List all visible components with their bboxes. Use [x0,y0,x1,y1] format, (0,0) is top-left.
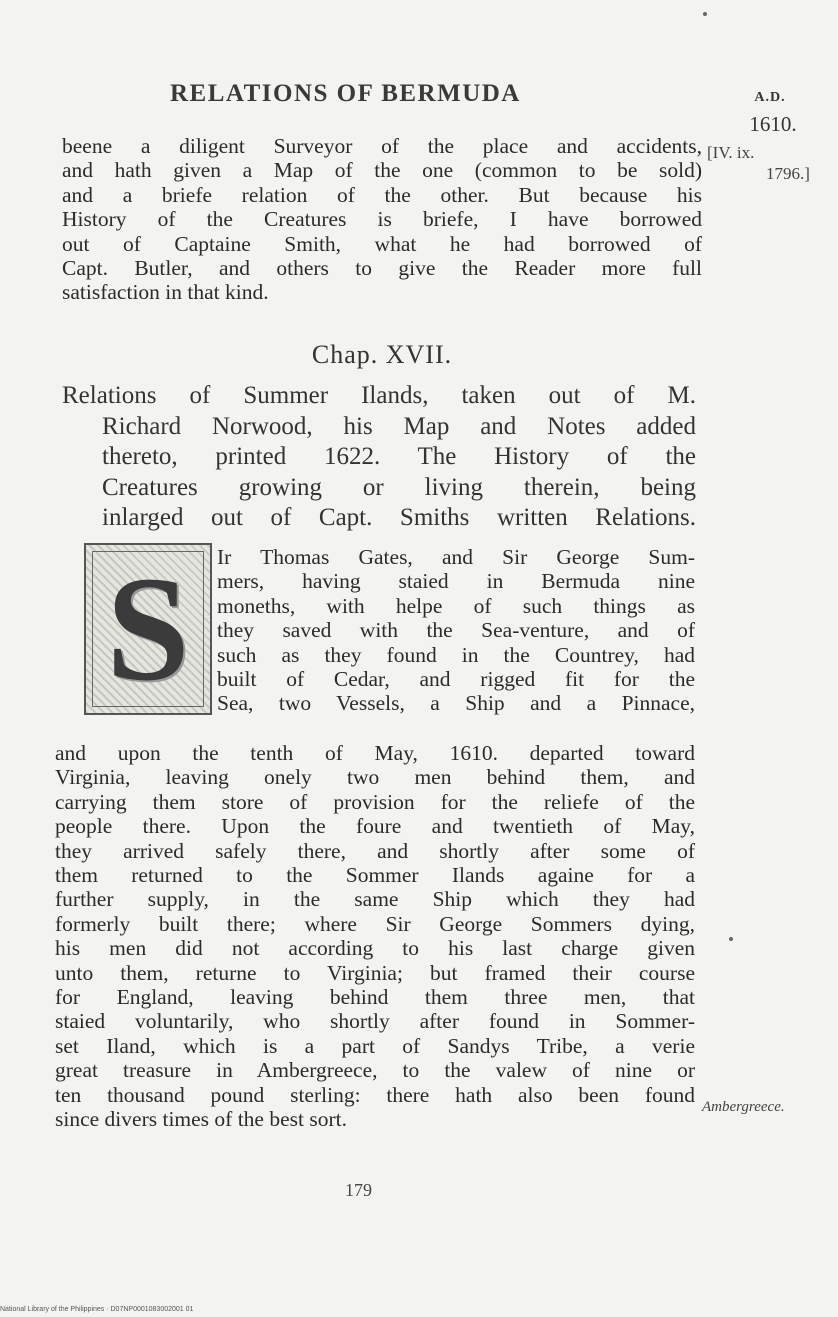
text-line: and hath given a Map of the one (common to be sold) [62,158,702,183]
intro-paragraph [62,134,702,305]
text-line: Capt. Butler, and others to give the Reader more full [62,256,702,281]
text-line: and a briefe relation of the other. But because his [62,182,702,207]
text-line: built of Cedar, and rigged fit for the [217,667,695,692]
text-line: beene a diligent Surveyor of the place and accidents, [62,134,702,158]
margin-note-ambergreece: Ambergreece. [702,1099,785,1115]
text-line: they saved with the Sea-venture, and of [217,618,695,643]
text-line: mers, having staied in Bermuda nine [217,569,695,594]
text-line: his men did not according to his last charge given [55,936,695,961]
title-line: inlarged out of Capt. Smiths written Relations. [102,504,696,531]
margin-year: 1610. [749,112,797,136]
chapter-title [62,381,696,534]
text-line: people there. Upon the foure and twentieth of May, [55,814,695,839]
scan-speck [729,937,733,941]
title-line: Richard Norwood, his Map and Notes added [102,412,696,440]
body-paragraph [55,741,695,1132]
drop-cap-paragraph [217,545,695,716]
text-line: great treasure in Ambergreece, to the valew of nine or [55,1058,695,1083]
text-line: Ir Thomas Gates, and Sir George Sum- [217,545,695,569]
text-line: staied voluntarily, who shortly after found in Sommer- [55,1009,695,1034]
text-line: since divers times of the best sort. [55,1107,347,1132]
text-line: for England, leaving behind them three men, that [55,985,695,1010]
text-line: satisfaction in that kind. [62,280,269,305]
scan-speck [703,12,707,16]
page-number: 179 [345,1180,372,1200]
text-line: Virginia, leaving onely two men behind them, and [55,765,695,790]
margin-date-label: A.D. [754,90,786,105]
margin-reference-page: 1796.] [766,164,810,183]
text-line: carrying them store of provision for the reliefe of the [55,789,695,814]
title-line: Creatures growing or living therein, being [102,473,696,501]
ornamental-drop-cap [84,543,212,715]
text-line: set Iland, which is a part of Sandys Tribe, a verie [55,1033,695,1058]
text-line: such as they found in the Countrey, had [217,642,695,667]
title-line: Relations of Summer Ilands, taken out of M. [62,382,696,409]
text-line: them returned to the Sommer Ilands againe for a [55,863,695,888]
text-line: moneths, with helpe of such things as [217,593,695,618]
margin-reference-volume: [IV. ix. [707,143,755,162]
text-line: and upon the tenth of May, 1610. departed toward [55,741,695,765]
text-line: History of the Creatures is briefe, I have borrowed [62,207,702,232]
drop-cap-letter: S [106,546,190,712]
text-line: unto them, returne to Virginia; but framed their course [55,960,695,985]
running-head: RELATIONS OF BERMUDA [170,80,521,107]
title-line: thereto, printed 1622. The History of the [102,443,696,470]
text-line: further supply, in the same Ship which they had [55,887,695,912]
text-line: Sea, two Vessels, a Ship and a Pinnace, [217,691,695,716]
text-line: out of Captaine Smith, what he had borrowed of [62,231,702,256]
text-line: ten thousand pound sterling: there hath also been found [55,1082,695,1107]
chapter-heading: Chap. XVII. [311,340,453,369]
scan-footer-credit: National Library of the Philippines · D07NP0001083002001 01 [0,1306,194,1313]
text-line: they arrived safely there, and shortly after some of [55,838,695,863]
text-line: formerly built there; where Sir George Sommers dying, [55,911,695,936]
